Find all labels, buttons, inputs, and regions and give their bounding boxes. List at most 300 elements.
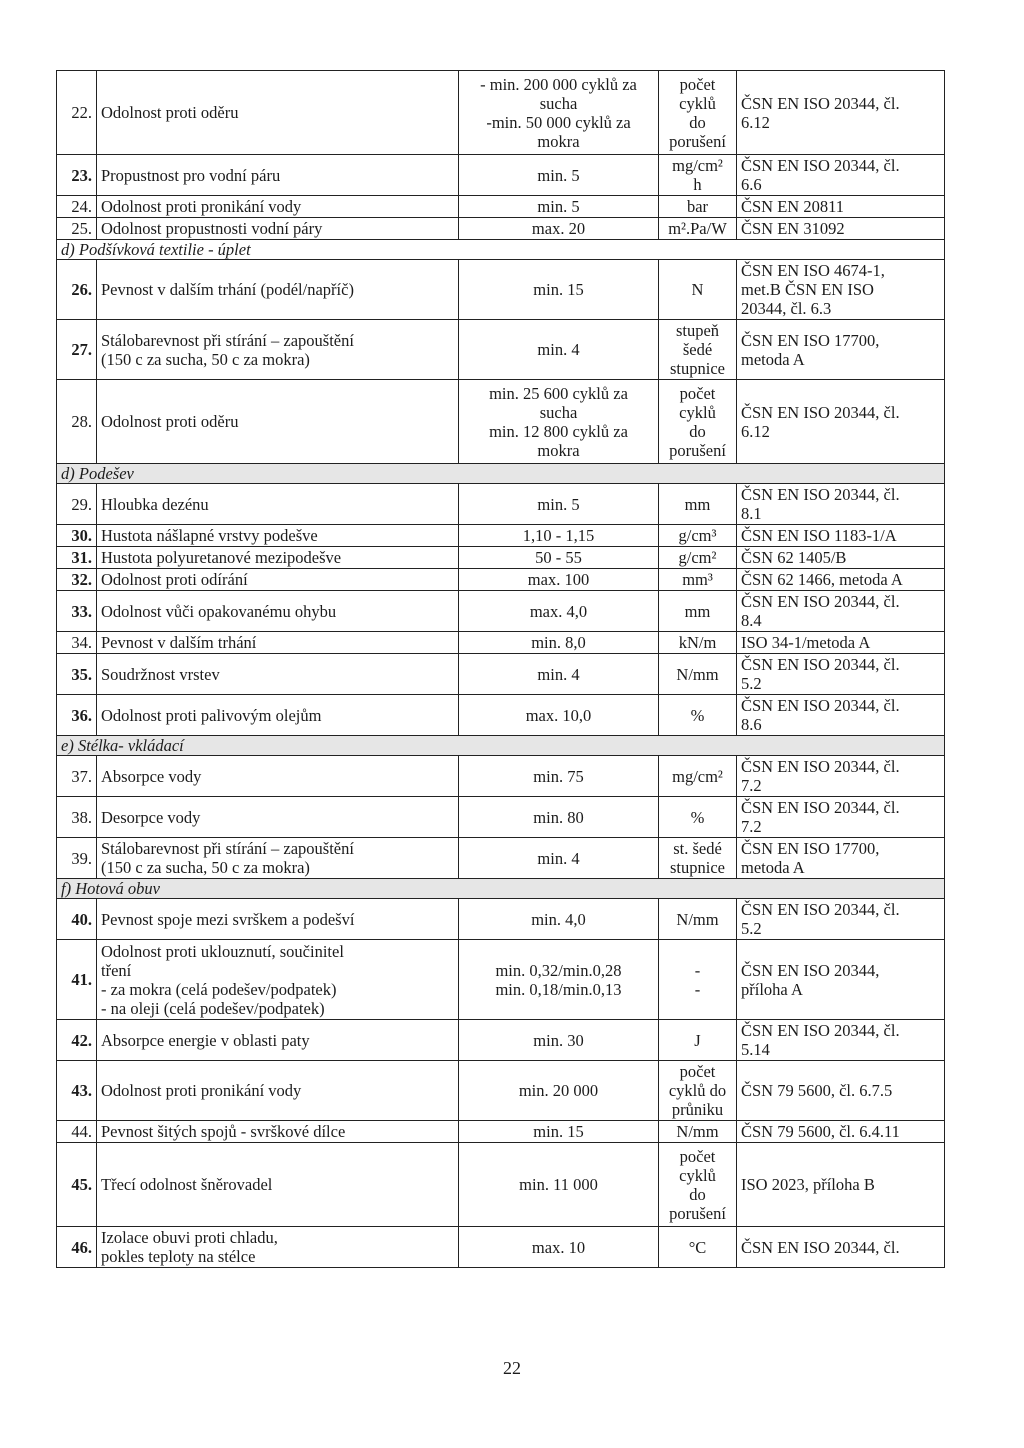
test-standard-line: 8.6 [741,715,762,734]
section-header [57,879,945,899]
test-standard [737,1121,945,1143]
unit-line: porušení [669,131,726,151]
test-standard [737,71,945,155]
property-name [97,632,459,654]
required-value-line: min. 4 [537,664,580,684]
test-standard-line: metoda A [741,349,805,369]
table-row [57,260,945,320]
property-name [97,71,459,155]
test-standard-line: ČSN EN ISO 20344, čl. [741,156,900,175]
required-value [459,591,659,632]
row-number: 35. [57,654,97,695]
property-name-line: - za mokra (celá podešev/podpatek) [101,979,337,999]
unit-line: h [693,175,702,194]
row-number: 25. [57,218,97,240]
unit [659,320,737,380]
test-standard [737,569,945,591]
required-value [459,320,659,380]
required-value [459,899,659,940]
property-name [97,218,459,240]
test-standard-line: 7.2 [741,776,762,795]
table-row [57,196,945,218]
unit-line: % [690,807,705,827]
test-standard-line: ČSN 79 5600, čl. 6.4.11 [741,1122,900,1141]
test-standard-line: 8.4 [741,611,762,630]
unit-line: šedé [682,340,713,359]
test-standard-line: 6.12 [741,112,770,132]
table-row [57,1020,945,1061]
property-name-line: tření [101,960,132,980]
unit-line: st. šedé [673,839,722,858]
test-standard [737,654,945,695]
unit-line: - [694,979,701,999]
unit-line: stupnice [670,359,725,378]
table-row [57,547,945,569]
property-name-line: Odolnost proti pronikání vody [101,197,302,216]
test-standard-line: 20344, čl. 6.3 [741,299,832,318]
property-name-line: Stálobarevnost při stírání – zapouštění [101,839,354,858]
property-name-line: Odolnost proti oděru [101,412,239,431]
table-row [57,654,945,695]
property-name-line: Absorpce vody [101,766,202,786]
table-row [57,797,945,838]
required-value-line: mokra [537,131,580,151]
table-row [57,71,945,155]
table-row [57,380,945,464]
unit-line: průniku [671,1100,724,1119]
required-value-line: min. 4 [537,340,580,359]
property-name-line: Pevnost v dalším trhání [101,633,257,652]
required-value [459,1143,659,1227]
required-value-line: min. 12 800 cyklů za [489,421,628,441]
unit [659,196,737,218]
property-name [97,260,459,320]
property-name [97,591,459,632]
test-standard-line: ČSN EN ISO 20344, čl. [741,485,900,504]
property-name-line: Odolnost proti oděru [101,103,239,122]
test-standard-line: 5.14 [741,1040,770,1059]
test-standard-line: ČSN EN ISO 20344, čl. [741,696,900,715]
unit [659,940,737,1020]
property-name [97,380,459,464]
required-value [459,484,659,525]
unit [659,756,737,797]
unit-line: cyklů do [668,1081,727,1100]
document-page [56,70,944,1268]
row-number: 44. [57,1121,97,1143]
section-title: d) Podšívková textilie - úplet [57,240,945,260]
row-number: 37. [57,756,97,797]
table-row [57,218,945,240]
test-standard-line: ČSN EN ISO 1183-1/A [741,526,897,545]
test-standard [737,218,945,240]
property-name-line: Pevnost spoje mezi svrškem a podešví [101,909,355,929]
required-value-line: min. 15 [533,280,584,299]
unit-line: stupnice [670,858,725,877]
required-value-line: min. 80 [533,807,584,827]
unit-line: N [691,280,704,299]
row-number: 22. [57,71,97,155]
property-name [97,525,459,547]
unit-line: cyklů [679,402,716,422]
test-standard [737,1020,945,1061]
required-value [459,380,659,464]
unit [659,155,737,196]
required-value-line: max. 10 [531,1237,586,1257]
required-value [459,71,659,155]
test-standard-line: ČSN EN ISO 20344, čl. [741,655,900,674]
table-row [57,632,945,654]
unit-line: počet [679,1062,716,1081]
required-value [459,569,659,591]
test-standard-line: 5.2 [741,674,762,693]
test-standard [737,155,945,196]
property-name-line: Propustnost pro vodní páru [101,165,281,185]
row-number: 27. [57,320,97,380]
unit [659,1061,737,1121]
property-name-line: Hloubka dezénu [101,494,209,514]
property-name [97,320,459,380]
section-header [57,240,945,260]
row-number: 45. [57,1143,97,1227]
unit-line: mm³ [682,570,713,589]
row-number: 43. [57,1061,97,1121]
property-name [97,1227,459,1268]
test-standard-line: ČSN EN ISO 17700, [741,330,880,350]
unit [659,1227,737,1268]
required-value-line: min. 25 600 cyklů za [489,383,628,403]
table-row [57,756,945,797]
required-value-line: mokra [537,440,580,460]
test-standard-line: příloha A [741,979,803,999]
test-standard [737,838,945,879]
unit [659,484,737,525]
unit-line: % [690,705,705,725]
required-value-line: min. 5 [537,494,580,514]
row-number: 34. [57,632,97,654]
test-standard-line: ČSN EN ISO 20344, čl. [741,402,900,422]
unit-line: N/mm [676,664,719,684]
unit-line: stupeň [675,321,720,340]
table-row [57,899,945,940]
unit-line: N/mm [676,1122,719,1141]
test-standard [737,196,945,218]
required-value-line: min. 30 [533,1030,584,1050]
test-standard [737,632,945,654]
section-title: d) Podešev [57,464,945,484]
property-name [97,899,459,940]
test-standard [737,1061,945,1121]
row-number: 33. [57,591,97,632]
property-name-line: Pevnost v dalším trhání (podél/napříč) [101,280,354,299]
specification-table [56,70,945,1268]
property-name-line: Odolnost proti palivovým olejům [101,705,322,725]
unit-line: - [694,960,701,980]
property-name-line: Odolnost proti odírání [101,570,248,589]
unit-line: cyklů [679,93,716,113]
unit [659,797,737,838]
required-value [459,654,659,695]
test-standard-line: ČSN 79 5600, čl. 6.7.5 [741,1081,893,1100]
unit [659,1143,737,1227]
test-standard-line: ČSN EN ISO 20344, čl. [741,798,900,817]
unit [659,218,737,240]
test-standard-line: metoda A [741,858,805,877]
test-standard-line: ISO 2023, příloha B [741,1175,875,1194]
table-row [57,695,945,736]
required-value-line: 1,10 - 1,15 [522,526,595,545]
row-number: 40. [57,899,97,940]
unit-line: cyklů [679,1165,716,1185]
required-value-line: sucha [539,93,578,113]
property-name-line: Desorpce vody [101,807,201,827]
property-name-line: Hustota polyuretanové mezipodešve [101,548,342,567]
required-value [459,196,659,218]
property-name [97,654,459,695]
property-name [97,484,459,525]
required-value-line: min. 0,18/min.0,13 [495,979,622,999]
property-name [97,695,459,736]
test-standard [737,591,945,632]
property-name-line: (150 c za sucha, 50 c za mokra) [101,858,310,877]
section-title: e) Stélka- vkládací [57,736,945,756]
page-number: 22 [503,1358,521,1378]
row-number: 24. [57,196,97,218]
property-name [97,756,459,797]
unit [659,838,737,879]
unit-line: mg/cm² [672,156,723,175]
required-value-line: -min. 50 000 cyklů za [486,112,631,132]
table-row [57,940,945,1020]
test-standard-line: ČSN 62 1405/B [741,548,847,567]
test-standard [737,484,945,525]
row-number: 26. [57,260,97,320]
test-standard [737,380,945,464]
required-value [459,547,659,569]
test-standard-line: 8.1 [741,504,762,523]
required-value-line: min. 15 [533,1122,584,1141]
test-standard-line: met.B ČSN EN ISO [741,280,874,299]
test-standard [737,1143,945,1227]
unit [659,260,737,320]
required-value-line: min. 5 [537,165,580,185]
table-row [57,155,945,196]
required-value-line: min. 5 [537,197,580,216]
unit-line: mm [684,601,711,621]
unit-line: kN/m [678,633,717,652]
test-standard-line: ČSN EN ISO 20344, čl. [741,1237,900,1257]
required-value [459,218,659,240]
table-row [57,569,945,591]
row-number: 42. [57,1020,97,1061]
table-row [57,838,945,879]
table-row [57,1061,945,1121]
property-name [97,1143,459,1227]
required-value [459,1121,659,1143]
unit-line: N/mm [676,909,719,929]
property-name [97,547,459,569]
required-value [459,1061,659,1121]
unit [659,1020,737,1061]
required-value-line: min. 8,0 [531,633,586,652]
required-value [459,1020,659,1061]
required-value-line: max. 10,0 [525,705,592,725]
row-number: 38. [57,797,97,838]
property-name [97,838,459,879]
required-value [459,1227,659,1268]
test-standard-line: ČSN EN ISO 4674-1, [741,261,885,280]
unit [659,71,737,155]
required-value-line: - min. 200 000 cyklů za [480,74,637,94]
property-name-line: (150 c za sucha, 50 c za mokra) [101,349,310,369]
property-name [97,1121,459,1143]
unit [659,525,737,547]
test-standard [737,547,945,569]
property-name [97,155,459,196]
unit [659,591,737,632]
property-name-line: Izolace obuvi proti chladu, [101,1228,278,1247]
row-number: 46. [57,1227,97,1268]
property-name [97,1020,459,1061]
required-value-line: max. 20 [531,219,586,238]
property-name [97,1061,459,1121]
required-value [459,695,659,736]
row-number: 31. [57,547,97,569]
row-number: 29. [57,484,97,525]
test-standard-line: ČSN 62 1466, metoda A [741,570,903,589]
test-standard-line: ČSN EN 31092 [741,219,845,238]
property-name-line: Absorpce energie v oblasti paty [101,1030,310,1050]
section-header [57,464,945,484]
unit [659,654,737,695]
test-standard-line: ČSN EN ISO 20344, čl. [741,592,900,611]
test-standard-line: ČSN EN ISO 20344, čl. [741,1021,900,1040]
test-standard [737,320,945,380]
required-value [459,797,659,838]
required-value-line: min. 11 000 [519,1175,598,1194]
test-standard [737,260,945,320]
unit-line: do [689,421,706,441]
required-value-line: min. 20 000 [518,1081,599,1100]
unit-line: porušení [669,440,726,460]
required-value [459,155,659,196]
table-row [57,1227,945,1268]
test-standard [737,940,945,1020]
unit [659,569,737,591]
property-name-line: - na oleji (celá podešev/podpatek) [101,998,325,1018]
test-standard-line: 5.2 [741,919,762,938]
required-value [459,525,659,547]
property-name-line: Pevnost šitých spojů - svrškové dílce [101,1122,346,1141]
required-value [459,838,659,879]
test-standard [737,756,945,797]
test-standard [737,1227,945,1268]
test-standard [737,797,945,838]
required-value-line: 50 - 55 [535,548,582,567]
required-value [459,260,659,320]
unit [659,632,737,654]
property-name-line: Odolnost proti uklouznutí, součinitel [101,941,344,961]
property-name-line: Třecí odolnost šněrovadel [101,1175,273,1194]
test-standard-line: ČSN EN ISO 20344, čl. [741,757,900,776]
unit-line: porušení [669,1203,726,1223]
section-header [57,736,945,756]
row-number: 36. [57,695,97,736]
required-value-line: min. 4 [537,848,580,868]
test-standard [737,695,945,736]
required-value-line: min. 4,0 [531,909,586,929]
property-name-line: pokles teploty na stélce [101,1247,256,1266]
property-name [97,797,459,838]
test-standard-line: ČSN EN ISO 20344, [741,960,880,980]
test-standard-line: ČSN EN ISO 20344, čl. [741,93,900,113]
table-row [57,1143,945,1227]
property-name [97,196,459,218]
row-number: 32. [57,569,97,591]
property-name-line: Stálobarevnost při stírání – zapouštění [101,330,354,350]
property-name-line: Odolnost vůči opakovanému ohybu [101,601,337,621]
section-title: f) Hotová obuv [57,879,945,899]
unit-line: počet [679,74,716,94]
required-value-line: min. 0,32/min.0,28 [495,960,622,980]
required-value-line: max. 100 [527,570,590,589]
table-row [57,591,945,632]
required-value-line: sucha [539,402,578,422]
unit-line: do [689,112,706,132]
unit-line: mm [684,494,711,514]
required-value-line: min. 75 [533,766,584,786]
table-row [57,1121,945,1143]
test-standard-line: 6.12 [741,421,770,441]
unit-line: mg/cm² [672,766,723,786]
property-name-line: Odolnost propustnosti vodní páry [101,219,323,238]
table-row [57,484,945,525]
required-value [459,940,659,1020]
test-standard-line: ČSN EN 20811 [741,197,844,216]
unit-line: do [689,1184,706,1204]
unit-line: m².Pa/W [668,219,727,238]
unit [659,547,737,569]
test-standard-line: ČSN EN ISO 17700, [741,839,880,858]
row-number: 39. [57,838,97,879]
property-name-line: Hustota nášlapné vrstvy podešve [101,526,318,545]
property-name-line: Soudržnost vrstev [101,664,220,684]
unit [659,1121,737,1143]
property-name [97,940,459,1020]
test-standard [737,525,945,547]
unit [659,899,737,940]
row-number: 30. [57,525,97,547]
unit-line: bar [686,197,709,216]
unit-line: počet [679,383,716,403]
unit [659,380,737,464]
property-name [97,569,459,591]
unit-line: g/cm³ [678,526,717,545]
property-name-line: Odolnost proti pronikání vody [101,1081,302,1100]
table-row [57,320,945,380]
unit [659,695,737,736]
test-standard-line: ČSN EN ISO 20344, čl. [741,900,900,919]
row-number: 23. [57,155,97,196]
test-standard-line: 7.2 [741,817,762,836]
table-row [57,525,945,547]
unit-line: g/cm² [678,548,717,567]
required-value [459,756,659,797]
test-standard-line: 6.6 [741,175,762,194]
unit-line: J [694,1030,701,1050]
row-number: 41. [57,940,97,1020]
unit-line: počet [679,1146,716,1166]
